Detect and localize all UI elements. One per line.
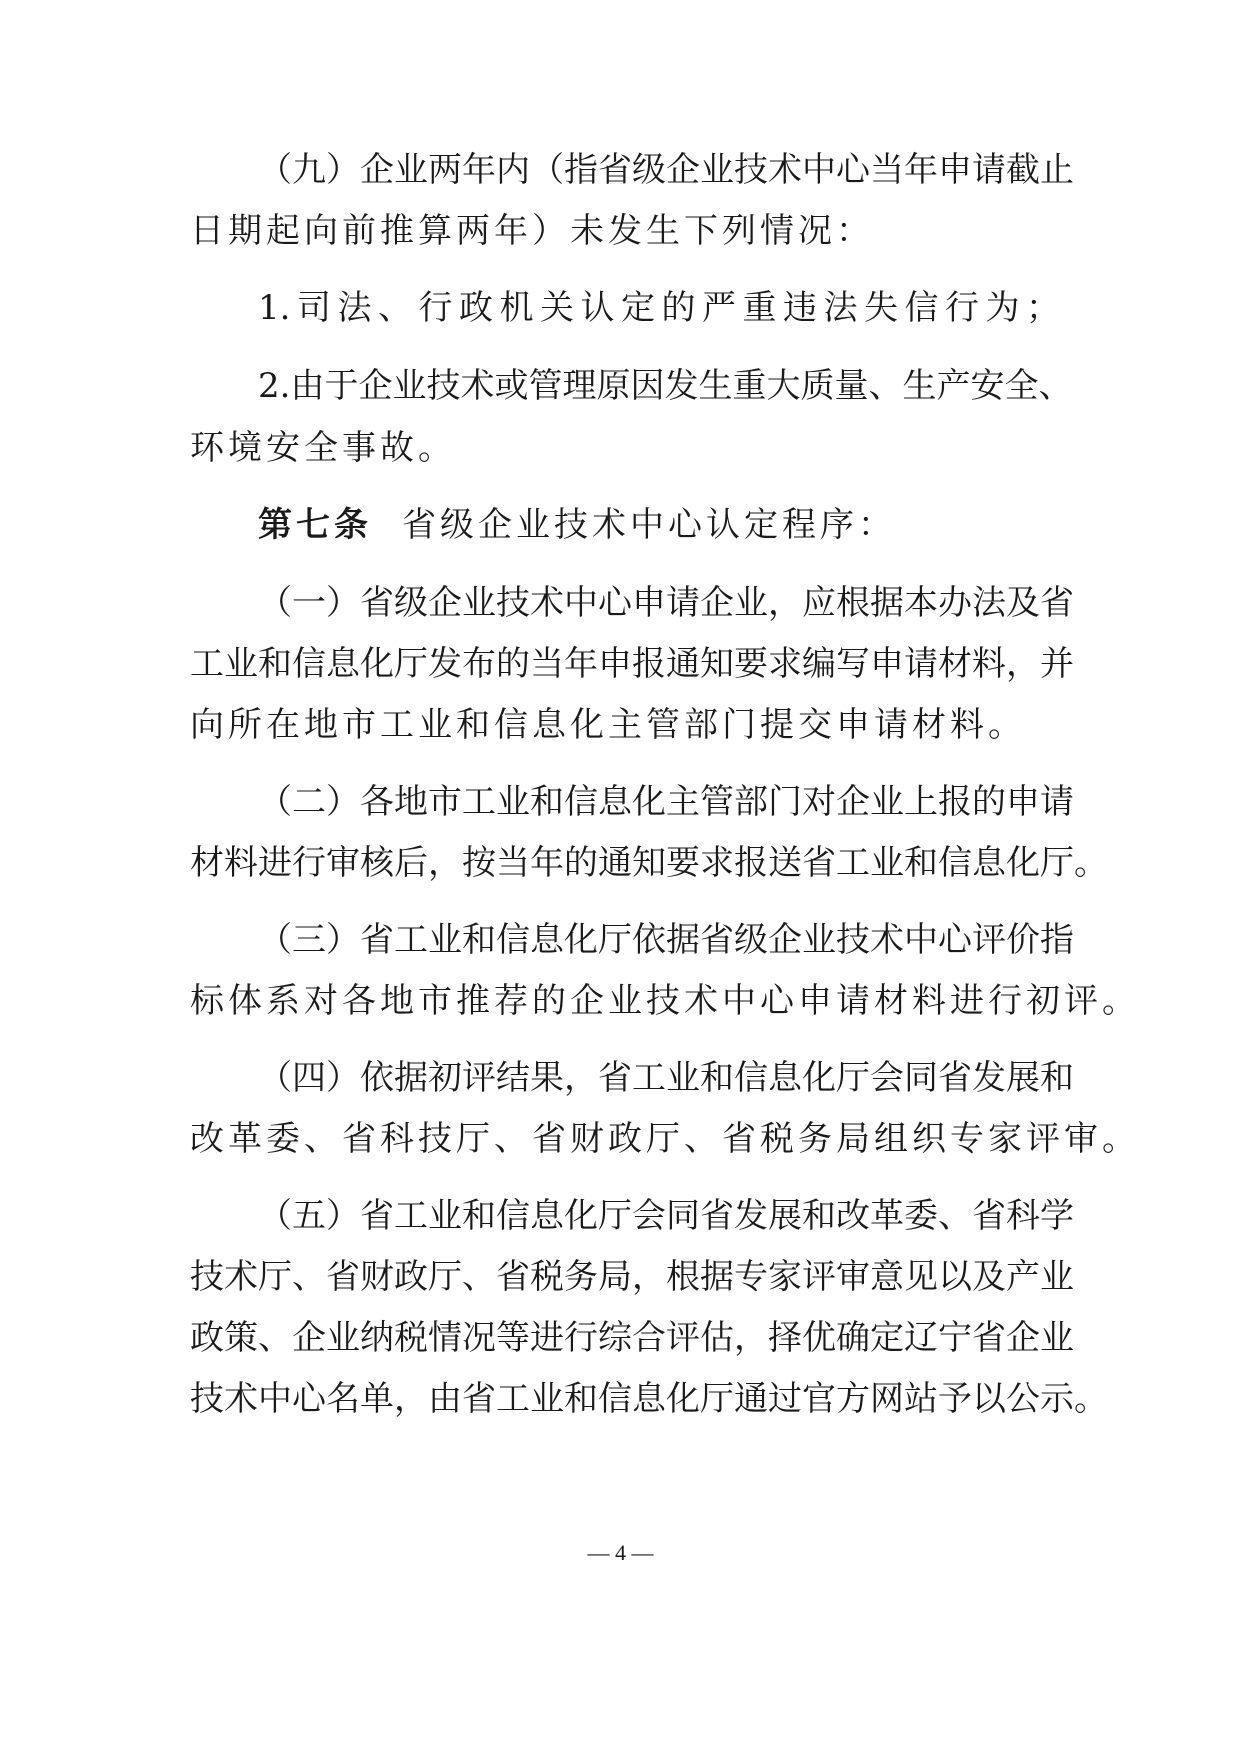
paragraph-line: 政策、企业纳税情况等进行综合评估，择优确定辽宁省企业 (190, 1318, 1074, 1358)
paragraph-line: 标体系对各地市推荐的企业技术中心申请材料进行初评。 (190, 981, 1140, 1021)
paragraph-line: （三）省工业和信息化厅依据省级企业技术中心评价指 (258, 920, 1074, 960)
article-heading (258, 500, 1060, 550)
paragraph-line: 技术厅、省财政厅、省税务局，根据专家评审意见以及产业 (190, 1257, 1074, 1297)
paragraph-line: （四）依据初评结果，省工业和信息化厅会同省发展和 (258, 1058, 1074, 1098)
paragraph-line: 工业和信息化厅发布的当年申报通知要求编写申请材料，并 (190, 644, 1074, 684)
paragraph-line: 向所在地市工业和信息化主管部门提交申请材料。 (190, 705, 1026, 745)
list-item-line: 1.司法、行政机关认定的严重违法失信行为； (258, 288, 1060, 328)
list-item-line: 环境安全事故。 (190, 428, 456, 468)
paragraph-line: 技术中心名单，由省工业和信息化厅通过官方网站予以公示。 (190, 1379, 1108, 1419)
paragraph-line: 日期起向前推算两年）未发生下列情况： (190, 211, 874, 251)
paragraph-line: （二）各地市工业和信息化主管部门对企业上报的申请 (258, 782, 1074, 822)
paragraph-line: （九）企业两年内（指省级企业技术中心当年申请截止 (258, 150, 1074, 190)
paragraph-line: 改革委、省科技厅、省财政厅、省税务局组织专家评审。 (190, 1119, 1140, 1159)
article-title: 省级企业技术中心认定程序： (402, 505, 896, 545)
paragraph-line: （一）省级企业技术中心申请企业，应根据本办法及省 (258, 583, 1074, 623)
article-label: 第七条 (258, 505, 372, 545)
paragraph-line: 材料进行审核后，按当年的通知要求报送省工业和信息化厅。 (190, 843, 1108, 883)
list-item-line: 2.由于企业技术或管理原因发生重大质量、生产安全、 (258, 366, 1073, 406)
paragraph-line: （五）省工业和信息化厅会同省发展和改革委、省科学 (258, 1196, 1074, 1236)
page-number: — 4 — (587, 1540, 654, 1565)
